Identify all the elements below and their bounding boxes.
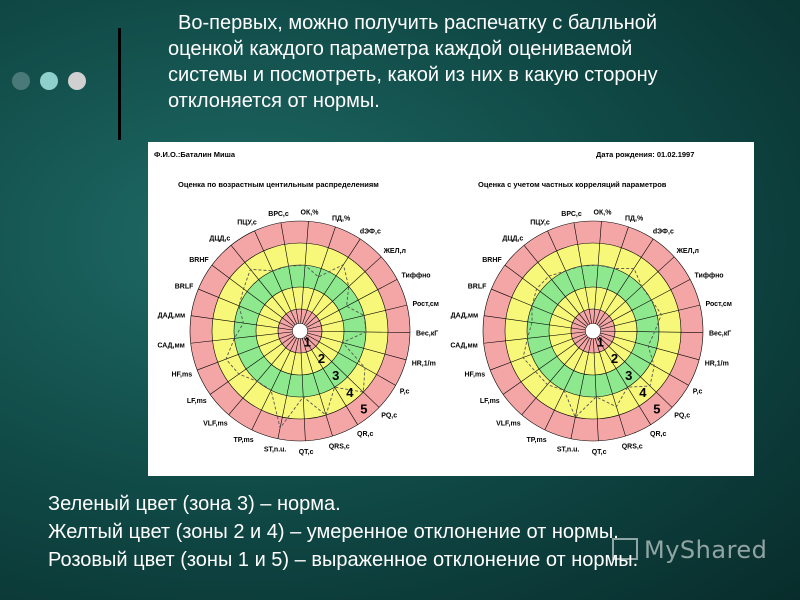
right-param-label: ОК,%: [593, 209, 612, 217]
right-param-label: QRS,c: [621, 443, 643, 451]
bullet-dots: [12, 72, 86, 90]
right-zone-number-4: 4: [639, 384, 647, 400]
left-zone-number-4: 4: [346, 384, 354, 400]
right-radar-chart: [450, 209, 732, 456]
left-param-label: BRLF: [174, 283, 194, 291]
right-param-label: САД,мм: [450, 342, 478, 350]
left-param-label: САД,мм: [157, 342, 185, 350]
right-param-label: BRHF: [482, 257, 502, 265]
watermark: MyShared: [612, 536, 767, 564]
left-zone-number-5: 5: [360, 401, 368, 417]
heading-line-4: отклоняется от нормы.: [168, 90, 380, 112]
right-param-label: QT,c: [591, 448, 607, 456]
left-param-label: ST,n.u.: [263, 446, 287, 454]
left-param-label: Рост,см: [412, 300, 439, 308]
right-param-label: Тиффно: [694, 272, 724, 280]
left-param-label: dЭФ,с: [359, 228, 381, 236]
left-param-label: ВРС,с: [268, 210, 289, 218]
slide-heading: [168, 10, 778, 114]
legend-yellow: Желтый цвет (зоны 2 и 4) – умеренное отклонение от нормы.: [48, 521, 619, 543]
left-param-label: HF,ms: [171, 371, 193, 379]
right-param-label: VLF,ms: [496, 420, 521, 428]
left-param-label: HR,1/m: [411, 360, 436, 368]
right-param-label: Рост,см: [705, 300, 732, 308]
birth-label: Дата рождения: 01.02.1997: [596, 150, 695, 159]
left-param-label: TP,ms: [233, 436, 254, 444]
left-chart-title: Оценка по возрастным центильным распределениям: [178, 180, 379, 189]
right-param-label: ПД,%: [625, 215, 644, 223]
left-zone-number-2: 2: [317, 351, 326, 367]
right-param-label: PQ,c: [674, 412, 691, 420]
right-param-label: ДАД,мм: [450, 312, 479, 320]
left-param-label: ОК,%: [300, 209, 319, 217]
right-param-label: QR,c: [650, 431, 667, 439]
right-param-label: HF,ms: [464, 371, 486, 379]
left-param-label: QRS,c: [328, 443, 350, 451]
right-param-label: ПЦУ,с: [530, 219, 550, 227]
legend-green: Зеленый цвет (зона 3) – норма.: [48, 493, 341, 515]
left-param-label: ПЦУ,с: [237, 219, 257, 227]
right-zone-number-2: 2: [610, 351, 619, 367]
radar-printout: [148, 142, 754, 476]
dot-2: [40, 72, 58, 90]
heading-line-3: системы и посмотреть, какой из них в какую сторону: [168, 64, 658, 86]
watermark-logo-icon: [612, 538, 638, 560]
left-param-label: LF,ms: [186, 398, 207, 406]
heading-line-2: оценкой каждого параметра каждой оцениваемой: [168, 38, 633, 60]
right-param-label: ВРС,с: [561, 210, 582, 218]
right-param-label: ДЦД,с: [502, 235, 524, 243]
right-param-label: Вес,кГ: [709, 330, 732, 338]
left-param-label: BRHF: [189, 257, 209, 265]
right-zone-number-3: 3: [625, 368, 633, 383]
right-param-label: dЭФ,с: [652, 228, 674, 236]
left-radar-chart: [157, 209, 439, 456]
right-param-label: LF,ms: [479, 398, 500, 406]
right-param-label: P,c: [692, 388, 703, 396]
dot-1: [12, 72, 30, 90]
right-chart-title: Оценка с учетом частных корреляций параметров: [478, 180, 667, 189]
dot-3: [68, 72, 86, 90]
legend-pink: Розовый цвет (зоны 1 и 5) – выраженное отклонение от нормы.: [48, 549, 639, 571]
right-zone-number-1: 1: [596, 334, 605, 350]
vertical-divider: [118, 28, 121, 140]
right-param-label: BRLF: [467, 283, 487, 291]
heading-line-1: Во-первых, можно получить распечатку с балльной: [178, 12, 658, 34]
right-zone-number-5: 5: [653, 401, 661, 417]
left-param-label: ДАД,мм: [157, 312, 186, 320]
left-zone-number-3: 3: [332, 368, 340, 383]
right-param-label: HR,1/m: [704, 360, 729, 368]
left-param-label: ДЦД,с: [209, 235, 231, 243]
left-param-label: Вес,кГ: [416, 330, 439, 338]
left-param-label: ПД,%: [332, 215, 351, 223]
fio-label: Ф.И.О.:Баталин Миша: [154, 150, 236, 159]
left-zone-number-1: 1: [303, 334, 312, 350]
left-param-label: Тиффно: [401, 272, 431, 280]
left-param-label: VLF,ms: [203, 420, 228, 428]
right-param-label: TP,ms: [526, 436, 547, 444]
left-param-label: ЖЕЛ,л: [383, 248, 406, 256]
right-param-label: ЖЕЛ,л: [676, 248, 699, 256]
left-param-label: QR,c: [357, 431, 374, 439]
right-param-label: ST,n.u.: [556, 446, 580, 454]
left-param-label: P,c: [399, 388, 410, 396]
left-param-label: QT,c: [298, 448, 314, 456]
left-param-label: PQ,c: [381, 412, 398, 420]
